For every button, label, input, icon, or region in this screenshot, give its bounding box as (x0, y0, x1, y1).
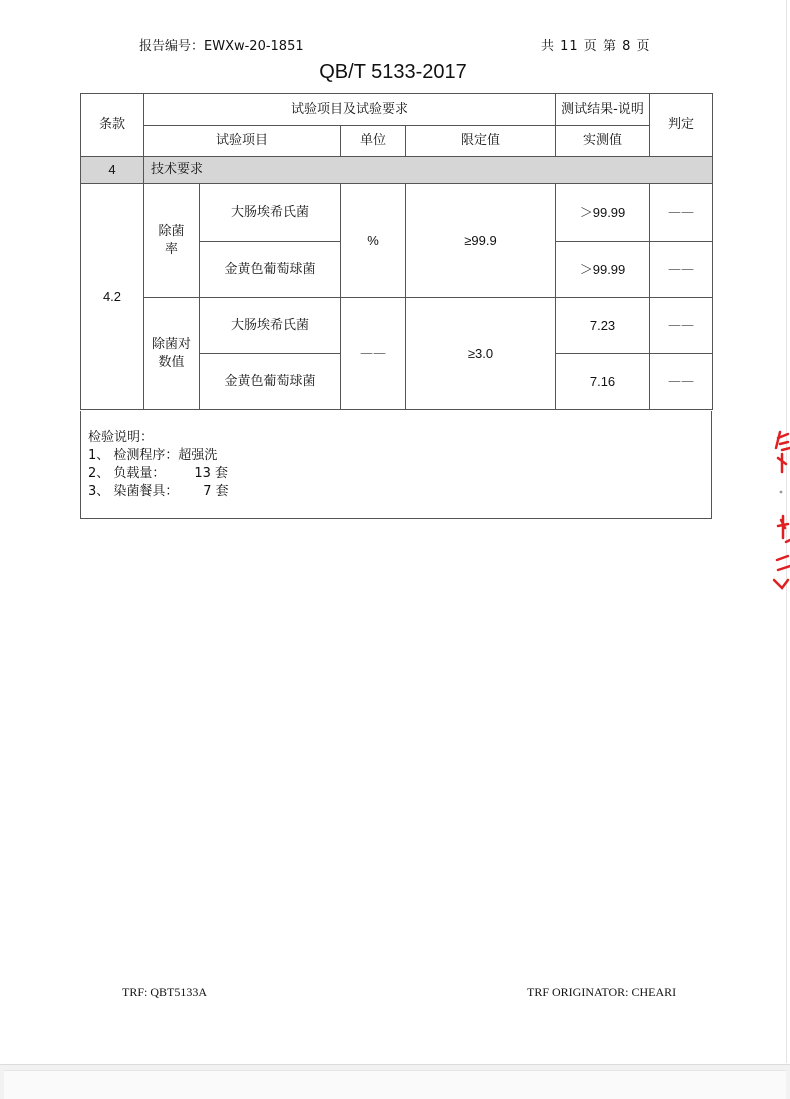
header-test-result: 测试结果-说明 (556, 94, 650, 126)
standard-title: QB/T 5133-2017 (319, 61, 467, 83)
header-items-requirements: 试验项目及试验要求 (144, 94, 556, 126)
measured-value: ＞99.99 (556, 242, 650, 298)
report-number: 报告编号：EWXw-20-1851 (139, 39, 304, 54)
table-row (81, 298, 713, 354)
unit-value: % (341, 184, 406, 298)
section-row (81, 157, 713, 184)
footer-trf: TRF: QBT5133A (122, 985, 208, 999)
measured-value: 7.16 (556, 354, 650, 410)
group-name: 除菌率 (144, 184, 200, 298)
limit-value: ≥3.0 (406, 298, 556, 410)
test-item: 金黄色葡萄球菌 (200, 354, 341, 410)
note-line: 3、 染菌餐具： 7 套 (88, 484, 229, 499)
header-judgement: 判定 (650, 94, 713, 157)
test-item: 大肠埃希氏菌 (200, 184, 341, 242)
inspection-notes (80, 411, 712, 519)
note-line: 2、 负载量： 13 套 (88, 466, 229, 481)
judgement-value: —— (650, 184, 713, 242)
measured-value: 7.23 (556, 298, 650, 354)
page-counter: 共 11 页 第 8 页 (541, 39, 651, 54)
measured-value: ＞99.99 (556, 184, 650, 242)
judgement-value: —— (650, 242, 713, 298)
note-line: 1、 检测程序：超强洗 (88, 448, 218, 463)
group-name: 除菌对数值 (144, 298, 200, 410)
judgement-value: —— (650, 354, 713, 410)
limit-value: ≥99.9 (406, 184, 556, 298)
test-item: 金黄色葡萄球菌 (200, 242, 341, 298)
test-item: 大肠埃希氏菌 (200, 298, 341, 354)
header-measured: 实测值 (556, 126, 650, 157)
unit-value: —— (341, 298, 406, 410)
clause-number: 4.2 (81, 184, 144, 410)
next-page-edge (4, 1070, 786, 1099)
section-title: 技术要求 (144, 157, 713, 184)
notes-title: 检验说明： (88, 430, 154, 445)
test-results-table (80, 93, 713, 410)
header-clause: 条款 (81, 94, 144, 157)
table-row (81, 184, 713, 242)
footer-originator: TRF ORIGINATOR: CHEARI (527, 985, 677, 999)
header-test-item: 试验项目 (144, 126, 341, 157)
section-clause: 4 (81, 157, 144, 184)
red-seal-stamp (768, 420, 790, 590)
judgement-value: —— (650, 298, 713, 354)
header-unit: 单位 (341, 126, 406, 157)
header-limit: 限定值 (406, 126, 556, 157)
